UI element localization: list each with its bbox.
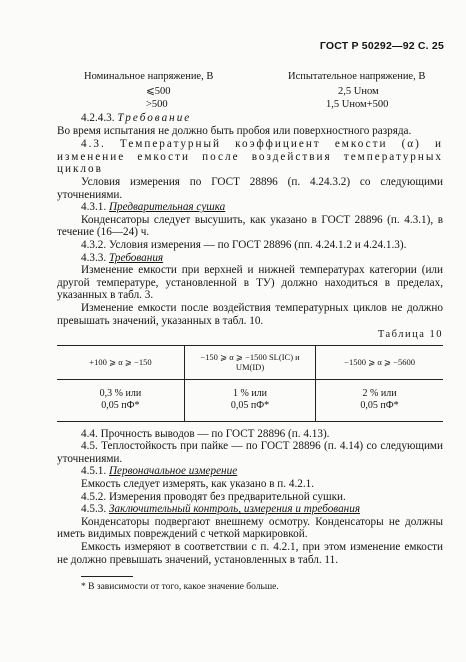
section-4-4-text: 4.4. Прочность выводов — по ГОСТ 28896 (п. 4.13).: [81, 427, 330, 440]
section-4-5-3-paragraph-2: Емкость измеряют в соответствии с п. 4.2.1, при этом изменение емкости не должно превышать значений, установленных в табл. 11.: [57, 541, 443, 566]
section-4-2-4-3-text: Во время испытания не должно быть пробоя или поверхностного разряда.: [57, 124, 412, 137]
footnote: * В зависимости от того, какое значение больше.: [81, 582, 279, 593]
section-4-3-text: Условия измерения по ГОСТ 28896 (п. 4.24.3.2) со следующими уточнениями.: [57, 175, 443, 201]
section-number: 4.5.3.: [81, 503, 107, 516]
section-number: 4.3.3.: [81, 251, 107, 264]
section-4-3-1-heading: [57, 201, 443, 214]
section-4-5-1-heading: [57, 465, 443, 478]
section-number: 4.2.4.3.: [81, 112, 115, 124]
voltage-nominal-row-2: >500: [146, 99, 168, 110]
section-title: Требование: [117, 112, 192, 124]
table-10-header-3: −1500 ⩾ α ⩾ −5600: [316, 345, 443, 379]
section-4-3-3-paragraph-1: Изменение емкости при верхней и нижней температурах категории (или другой температуре, установленной в ТУ) должно находиться в пределах, указанных в табл. 3.: [57, 264, 443, 302]
voltage-nominal-header: Номинальное напряжение, В: [84, 71, 214, 82]
table-10-header-1: +100 ⩾ α ⩾ −150: [89, 357, 152, 368]
voltage-test-row-2: 1,5 Uном+500: [326, 99, 389, 110]
section-number: 4.5.1.: [81, 465, 107, 478]
section-4-3-heading: 4.3. Температурный коэффициент емкости (α) и изменение емкости после воздействия температурных циклов: [57, 138, 443, 176]
table-10-cell-1: 0,3 % или 0,05 пФ*: [99, 387, 142, 412]
table-10-cell-3: 2 % или 0,05 пФ*: [316, 379, 443, 421]
voltage-nominal-column: [84, 70, 213, 111]
voltage-test-row-1: 2,5 Uном: [338, 86, 379, 97]
table-10-header-2: −150 ⩾ α ⩾ −1500 SL(IC) и UM(ID): [184, 345, 315, 379]
section-4-5-3-heading: [57, 503, 443, 516]
page-header: ГОСТ Р 50292—92 С. 25: [319, 40, 444, 52]
voltage-test-header: Испытательное напряжение, В: [288, 71, 426, 82]
section-title: Первоначальное измерение: [108, 465, 238, 478]
section-title: Предварительная сушка: [108, 201, 226, 214]
document-body: [57, 112, 443, 594]
table-10-caption: Таблица 10: [377, 329, 443, 341]
section-title: Требования: [108, 251, 164, 264]
table-10: [57, 345, 443, 422]
section-4-5-1-text: Емкость следует измерять, как указано в п. 4.2.1.: [81, 478, 315, 491]
voltage-nominal-row-1: ⩽500: [146, 86, 171, 97]
section-4-3-3-paragraph-2: Изменение емкости после воздействия температурных циклов не должно превышать значений, указанных в табл. 10.: [57, 301, 443, 327]
table-10-cell-2: 1 % или 0,05 пФ*: [184, 379, 315, 421]
footnote-divider: [81, 576, 133, 577]
section-number: 4.3.1.: [81, 201, 107, 214]
section-4-3-2-text: 4.3.2. Условия измерения — по ГОСТ 28896 (пп. 4.24.1.2 и 4.24.1.3).: [81, 238, 407, 251]
voltage-test-column: [288, 70, 425, 111]
section-4-3-1-text: Конденсаторы следует высушить, как указано в ГОСТ 28896 (п. 4.3.1), в течение (16—24) ч.: [57, 213, 443, 239]
section-title: Заключительный контроль, измерения и требования: [108, 503, 361, 516]
section-4-5-text: 4.5. Теплостойкость при пайке — по ГОСТ 28896 (п. 4.14) со следующими уточнениями.: [57, 440, 443, 465]
section-4-5-2-text: 4.5.2. Измерения проводят без предварительной сушки.: [81, 490, 346, 503]
section-4-3-3-heading: [57, 252, 443, 265]
section-4-5-3-paragraph-1: Конденсаторы подвергают внешнему осмотру. Конденсаторы не должны иметь видимых повреждений с четкой маркировкой.: [57, 515, 443, 541]
section-4-2-4-3-heading: [57, 112, 443, 125]
